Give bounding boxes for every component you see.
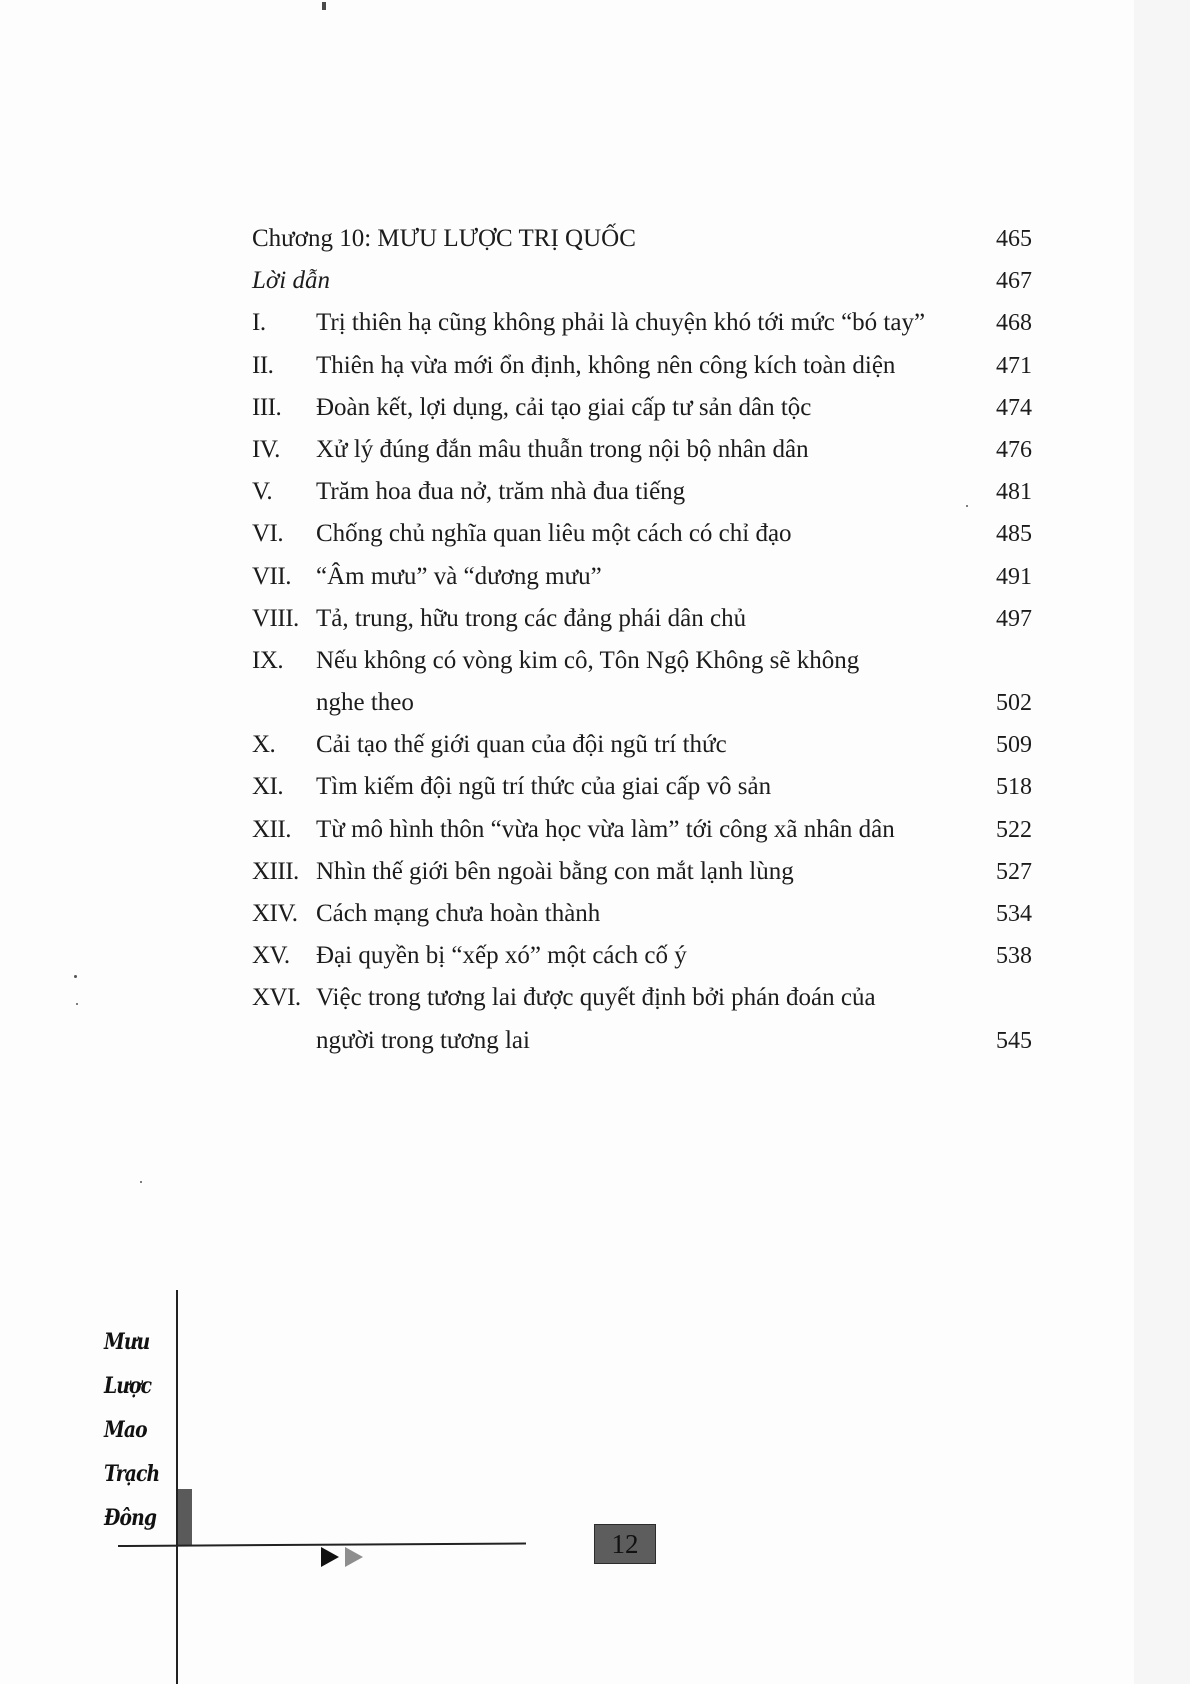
entry-number: X. (252, 731, 276, 759)
toc-entry[interactable] (252, 977, 1032, 1061)
entry-number: XII. (252, 815, 291, 843)
entry-title: Trăm hoa đua nở, trăm nhà đua tiếng (316, 478, 686, 506)
accent-block (178, 1489, 192, 1546)
entry-page-number: 471 (996, 352, 1032, 379)
book-title-line: Đông (104, 1505, 157, 1531)
book-title-line: Lược (104, 1373, 152, 1399)
play-arrow-icon (345, 1547, 363, 1567)
entry-title: Cải tạo thế giới quan của đội ngũ trí thức (316, 731, 727, 759)
entry-number: XIV. (252, 900, 298, 928)
toc-entry[interactable] (252, 851, 1032, 893)
toc-entry[interactable] (252, 893, 1032, 935)
entry-title: Nhìn thế giới bên ngoài bằng con mắt lạnh lùng (316, 857, 794, 885)
entry-page-number: 474 (996, 394, 1032, 421)
book-title-line: Mưu (104, 1329, 150, 1355)
entry-title: Trị thiên hạ cũng không phải là chuyện khó tới mức “bó tay” (316, 309, 926, 337)
entry-number: VI. (252, 520, 284, 548)
entry-page-number: 545 (996, 1027, 1032, 1054)
entry-page-number: 522 (996, 816, 1032, 843)
scan-mark (322, 2, 326, 10)
toc-intro[interactable] (252, 260, 1032, 302)
entry-page-number: 485 (996, 521, 1032, 548)
entry-title: Tả, trung, hữu trong các đảng phái dân chủ (316, 604, 747, 632)
intro-title: Lời dẫn (252, 267, 330, 295)
scan-speck (140, 1181, 142, 1183)
toc-entry[interactable] (252, 471, 1032, 513)
entry-number: XVI. (252, 984, 301, 1012)
page-edge (1134, 0, 1190, 1684)
entry-number: III. (252, 393, 282, 421)
entry-number: V. (252, 478, 273, 506)
entry-title: Việc trong tương lai được quyết định bởi phán đoán của người trong tương lai (316, 984, 876, 1054)
entry-number: IV. (252, 435, 280, 463)
toc-entry[interactable] (252, 429, 1032, 471)
entry-number: XI. (252, 773, 284, 801)
entry-number: I. (252, 309, 266, 337)
entry-title: “Âm mưu” và “dương mưu” (316, 562, 602, 590)
toc-entry[interactable] (252, 513, 1032, 555)
toc-entry[interactable] (252, 345, 1032, 387)
entry-page-number: 518 (996, 774, 1032, 801)
entry-number: XV. (252, 942, 290, 970)
book-title-line: Trạch (104, 1461, 160, 1487)
toc-entry[interactable] (252, 766, 1032, 808)
toc-entry[interactable] (252, 598, 1032, 640)
intro-page-number: 467 (996, 268, 1032, 295)
entry-page-number: 491 (996, 563, 1032, 590)
toc-entry[interactable] (252, 809, 1032, 851)
entry-title: Nếu không có vòng kim cô, Tôn Ngộ Không sẽ không nghe theo (316, 646, 860, 717)
toc-entry[interactable] (252, 935, 1032, 977)
toc-entry[interactable] (252, 640, 1032, 724)
entry-number: VIII. (252, 604, 299, 632)
table-of-contents (252, 218, 1032, 1062)
toc-entry[interactable] (252, 302, 1032, 344)
entry-title: Xử lý đúng đắn mâu thuẫn trong nội bộ nhân dân (316, 435, 809, 463)
toc-entry[interactable] (252, 724, 1032, 766)
entry-page-number: 502 (996, 690, 1032, 717)
chapter-page-number: 465 (996, 226, 1032, 252)
entry-page-number: 527 (996, 858, 1032, 885)
entry-title: Tìm kiếm đội ngũ trí thức của giai cấp vô sản (316, 773, 772, 801)
entry-page-number: 538 (996, 943, 1032, 970)
entry-title: Chống chủ nghĩa quan liêu một cách có chỉ đạo (316, 520, 792, 548)
entry-title: Đoàn kết, lợi dụng, cải tạo giai cấp tư sản dân tộc (316, 393, 812, 421)
entry-number: XIII. (252, 857, 299, 885)
entry-page-number: 481 (996, 479, 1032, 506)
toc-chapter-heading[interactable] (252, 218, 1032, 260)
toc-entry[interactable] (252, 387, 1032, 429)
page-number-badge: 12 (594, 1524, 656, 1564)
toc-entry[interactable] (252, 556, 1032, 598)
entry-number: II. (252, 351, 274, 379)
entry-title: Từ mô hình thôn “vừa học vừa làm” tới công xã nhân dân (316, 815, 895, 843)
vertical-rule (176, 1290, 178, 1684)
entry-number: VII. (252, 562, 291, 590)
entry-page-number: 468 (996, 310, 1032, 337)
chapter-title: Chương 10: MƯU LƯỢC TRỊ QUỐC (252, 225, 636, 252)
entry-page-number: 476 (996, 436, 1032, 463)
scan-speck (966, 505, 968, 507)
entry-page-number: 497 (996, 605, 1032, 632)
entry-page-number: 534 (996, 901, 1032, 928)
scan-speck (76, 1003, 78, 1005)
scan-speck (74, 975, 77, 978)
book-title-vertical (104, 1320, 174, 1540)
entry-page-number: 509 (996, 732, 1032, 759)
book-title-line: Mao (104, 1417, 147, 1443)
entry-number: IX. (252, 646, 284, 674)
entry-title: Cách mạng chưa hoàn thành (316, 900, 601, 928)
play-arrow-icon (321, 1547, 339, 1567)
entry-title: Đại quyền bị “xếp xó” một cách cố ý (316, 942, 687, 970)
entry-title: Thiên hạ vừa mới ổn định, không nên công kích toàn diện (316, 351, 896, 379)
